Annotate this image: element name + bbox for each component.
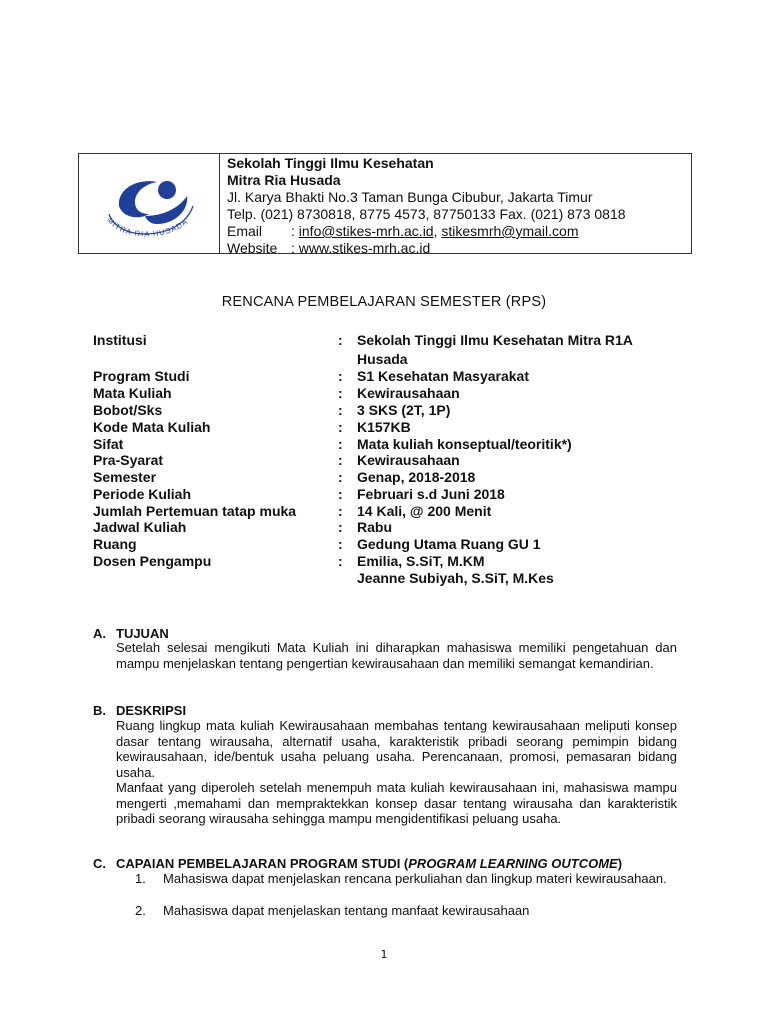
email-separator: : <box>291 223 299 239</box>
email-label: Email <box>227 223 263 239</box>
section-c-heading <box>93 856 622 871</box>
info-value: Gedung Utama Ruang GU 1 <box>357 536 541 552</box>
info-value: 3 SKS (2T, 1P) <box>357 402 451 418</box>
info-label: Semester <box>93 469 157 485</box>
logo-cell <box>79 154 220 253</box>
info-colon: : <box>338 368 343 384</box>
info-colon: : <box>338 402 343 418</box>
info-label: Pra-Syarat <box>93 452 164 468</box>
info-value-continued: Jeanne Subiyah, S.SiT, M.Kes <box>357 570 554 586</box>
outcome-text: Mahasiswa dapat menjelaskan rencana perkuliahan dan lingkup materi kewirausahaan. <box>163 871 667 886</box>
section-title-em: PROGRAM LEARNING OUTCOME <box>408 856 618 871</box>
info-value: Kewirausahaan <box>357 452 460 468</box>
info-label: Periode Kuliah <box>93 486 192 502</box>
info-label: Institusi <box>93 332 147 348</box>
section-a-text: Setelah selesai mengikuti Mata Kuliah ini diharapkan mahasiswa memiliki pengetahuan dan mampu menjelaskan tentang pengertian kewirausahaan dan memiliki semangat kemandirian. <box>116 640 677 671</box>
section-title-post: ) <box>617 856 623 871</box>
info-label: Jumlah Pertemuan tatap muka <box>93 503 297 519</box>
info-colon: : <box>338 553 343 569</box>
institution-website-row <box>227 240 626 257</box>
section-title-pre: CAPAIAN PEMBELAJARAN PROGRAM STUDI ( <box>116 856 409 871</box>
section-letter: C. <box>93 856 106 871</box>
institution-logo <box>79 154 220 253</box>
outcome-number: 2. <box>135 903 146 918</box>
info-value-continued: Husada <box>357 351 408 367</box>
info-value: S1 Kesehatan Masyarakat <box>357 368 529 384</box>
email-link-1[interactable]: info@stikes-mrh.ac.id <box>298 223 434 239</box>
website-label: Website <box>227 240 278 256</box>
email-link-2[interactable]: stikesmrh@ymail.com <box>441 223 579 239</box>
email-comma: , <box>433 223 442 239</box>
logo-text: MITRA RIA HUSADA <box>105 215 190 239</box>
info-value: Emilia, S.SiT, M.KM <box>357 553 485 569</box>
document-title: RENCANA PEMBELAJARAN SEMESTER (RPS) <box>221 294 547 310</box>
info-label: Kode Mata Kuliah <box>93 419 211 435</box>
info-label: Mata Kuliah <box>93 385 172 401</box>
info-colon: : <box>338 519 343 535</box>
info-colon: : <box>338 536 343 552</box>
institution-email-row <box>227 223 626 240</box>
institution-phone: Telp. (021) 8730818, 8775 4573, 87750133 Fax. (021) 873 0818 <box>227 206 626 222</box>
info-value: Sekolah Tinggi Ilmu Kesehatan Mitra R1A <box>357 332 633 348</box>
letterhead-text <box>227 155 626 257</box>
info-value: K157KB <box>357 419 411 435</box>
section-b-text-2: Manfaat yang diperoleh setelah menempuh mata kuliah kewirausahaan ini, mahasiswa mampu mengerti ,memahami dan mempraktekkan konsep dasar tentang wirausaha dan karakteristik pribadi seorang wirausaha sehingga mampu mengidentifikasi peluang usaha. <box>116 780 677 827</box>
info-colon: : <box>338 452 343 468</box>
info-value: Kewirausahaan <box>357 385 460 401</box>
section-b-heading <box>93 703 186 718</box>
outcome-number: 1. <box>135 871 146 886</box>
info-label: Program Studi <box>93 368 190 384</box>
outcome-item-1 <box>137 871 677 887</box>
info-label: Bobot/Sks <box>93 402 163 418</box>
info-colon: : <box>338 486 343 502</box>
institution-name-line1: Sekolah Tinggi Ilmu Kesehatan <box>227 155 434 171</box>
info-value: Genap, 2018-2018 <box>357 469 476 485</box>
section-b-text-1: Ruang lingkup mata kuliah Kewirausahaan membahas tentang kewirausahaan meliputi konsep dasar tentang wirausaha, alternatif usaha, karakteristik pribadi seorang pemimpin bidang kewirausahaan, ide/bentuk usaha peluang usaha. Perencanaan, promosi, pemasaran bidang usaha. <box>116 718 677 780</box>
info-colon: : <box>338 436 343 452</box>
info-colon: : <box>338 469 343 485</box>
info-colon: : <box>338 385 343 401</box>
info-colon: : <box>338 419 343 435</box>
info-colon: : <box>338 332 343 348</box>
section-title: DESKRIPSI <box>116 703 187 718</box>
info-value: Rabu <box>357 519 392 535</box>
website-value: : www.stikes-mrh.ac.id <box>291 240 431 256</box>
outcome-item-2 <box>137 903 677 919</box>
institution-address: Jl. Karya Bhakti No.3 Taman Bunga Cibubur, Jakarta Timur <box>227 189 593 205</box>
section-letter: B. <box>93 703 106 718</box>
page-number: 1 <box>380 948 388 961</box>
info-colon: : <box>338 503 343 519</box>
info-label: Ruang <box>93 536 137 552</box>
info-label: Dosen Pengampu <box>93 553 212 569</box>
institution-name-line2: Mitra Ria Husada <box>227 172 341 188</box>
info-value: 14 Kali, @ 200 Menit <box>357 503 492 519</box>
section-a-heading <box>93 626 169 641</box>
section-letter: A. <box>93 626 106 641</box>
info-label: Sifat <box>93 436 124 452</box>
letterhead <box>78 153 692 254</box>
outcome-text: Mahasiswa dapat menjelaskan tentang manfaat kewirausahaan <box>163 903 530 918</box>
info-value: Februari s.d Juni 2018 <box>357 486 505 502</box>
info-value: Mata kuliah konseptual/teoritik*) <box>357 436 572 452</box>
section-title: TUJUAN <box>116 626 169 641</box>
info-label: Jadwal Kuliah <box>93 519 187 535</box>
